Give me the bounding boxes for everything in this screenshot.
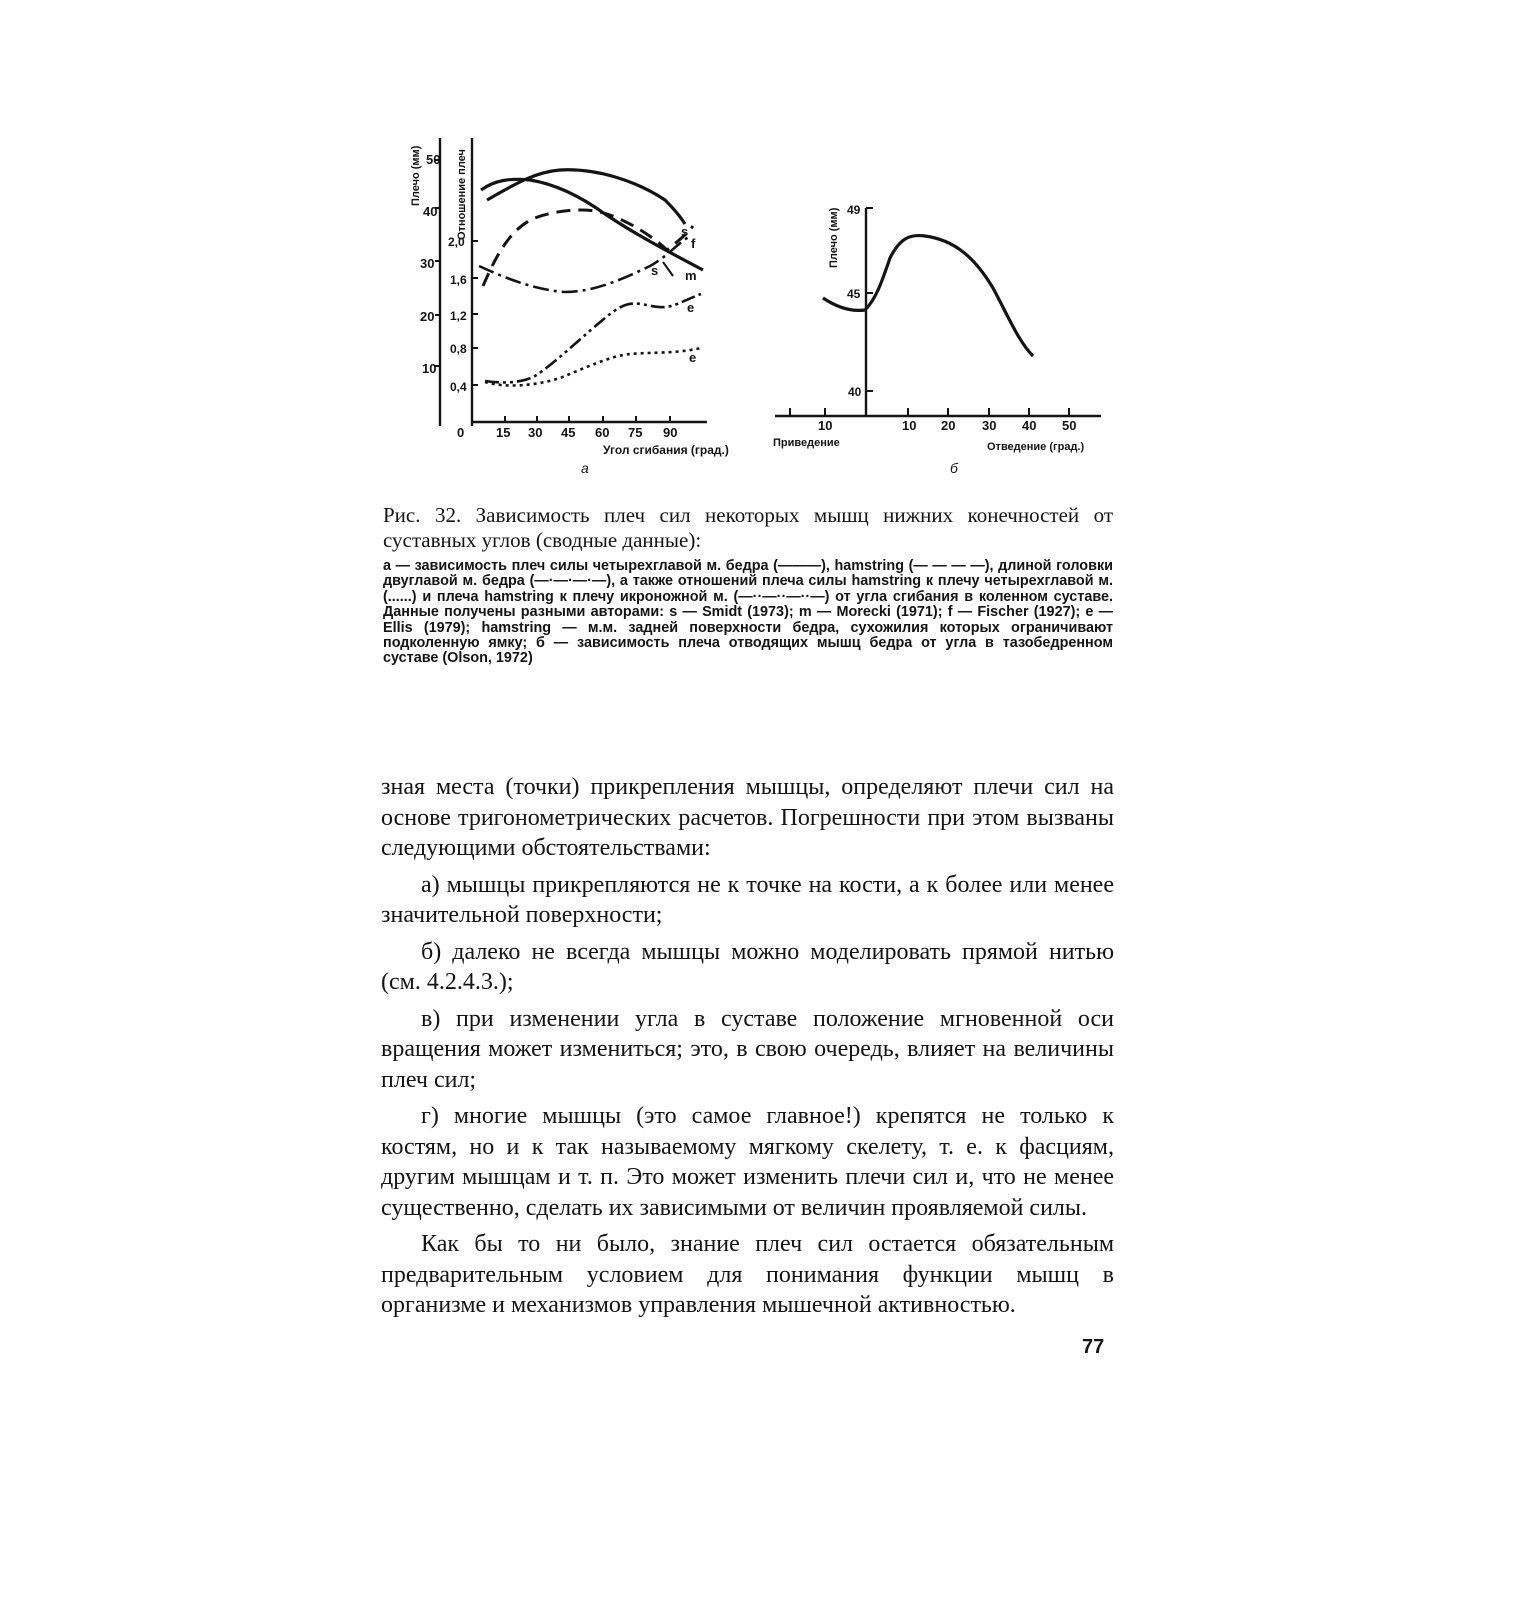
panel-b-letter: б — [950, 460, 958, 476]
panel-a-ylabel-inner: Отношение плеч — [456, 149, 468, 240]
x-tick-45: 45 — [561, 425, 576, 440]
inner-tick-0-8: 0,8 — [450, 342, 467, 356]
inner-tick-0-4: 0,4 — [450, 380, 467, 394]
label-m: m — [685, 268, 697, 283]
figure-32 — [395, 128, 1115, 488]
panel-b-xtick-right-40: 40 — [1022, 418, 1037, 433]
label-s-upper: s — [681, 224, 689, 239]
panel-b-ytick-40: 40 — [848, 385, 862, 399]
panel-b-xtick-right-50: 50 — [1062, 418, 1077, 433]
figure-caption — [383, 503, 1113, 667]
outer-tick-10: 10 — [422, 361, 437, 376]
label-e-upper: e — [687, 300, 695, 315]
paragraph-3: б) далеко не всегда мышцы можно моделировать прямой нитью (см. 4.2.4.3.); — [381, 938, 1114, 995]
curve-ratio-hamstring-gastrocnemius — [485, 294, 701, 382]
caption-title: Рис. 32. Зависимость плеч сил некоторых мышц нижних конечностей от суставных углов (сводные данные): — [383, 503, 1113, 552]
outer-tick-20: 20 — [420, 309, 435, 324]
page-number: 77 — [1082, 1336, 1105, 1358]
curve-quadriceps-morecki — [481, 179, 703, 270]
x-tick-15: 15 — [496, 425, 511, 440]
panel-b-xtick-right-10: 10 — [902, 418, 917, 433]
panel-b-xtick-left-10: 10 — [818, 418, 833, 433]
x-tick-60: 60 — [595, 425, 610, 440]
paragraph-1: зная места (точки) прикрепления мышцы, определяют плечи сил на основе тригонометрических расчетов. Погрешности при этом вызваны следующими обстоятельствами: — [381, 774, 1114, 861]
label-e-lower: e — [689, 350, 697, 365]
inner-tick-2-0: 2,0 — [448, 235, 465, 249]
panel-b-xlabel-right: Отведение (град.) — [987, 441, 1085, 453]
caption-body: а — зависимость плеч силы четырехглавой м. бедра (———), hamstring (— — — —), длиной головки двуглавой м. бедра (—·—·—·—), а также отношений плеча силы hamstring к плечу четырехглавой м. (......) и плеча hamstring к плечу икроножной м. (—··—··—··—) от угла сгибания в коленном суставе. Данные получены разными авторами: s — Smidt (1973); m — Morecki (1971); f — Fischer (1927); e — Ellis (1979); hamstring — м.м. задней поверхности бедра, сухожилия которых ограничивают подколенную ямку; б — зависимость плеча отводящих мышц бедра от угла в тазобедренном суставе (Olson, 1972) — [383, 558, 1113, 667]
panel-b-xlabel-left: Приведение — [773, 437, 840, 449]
panel-a-letter: a — [581, 460, 589, 476]
panel-b-xtick-right-20: 20 — [941, 418, 956, 433]
panel-a-ylabel-outer: Плечо (мм) — [410, 145, 422, 206]
panel-a-xlabel: Угол сгибания (град.) — [603, 443, 729, 457]
x-tick-75: 75 — [628, 425, 643, 440]
x-tick-30: 30 — [528, 425, 543, 440]
outer-tick-40: 40 — [423, 204, 438, 219]
paragraph-6: Как бы то ни было, знание плеч сил остается обязательным предварительным условием для понимания функции мышц в организме и механизмов управления мышечной активностью. — [381, 1231, 1114, 1318]
outer-tick-30: 30 — [420, 256, 435, 271]
label-f: f — [691, 236, 696, 251]
panel-b-xtick-right-30: 30 — [982, 418, 997, 433]
panel-b-ytick-49: 49 — [847, 203, 861, 217]
panel-b-ylabel: Плечо (мм) — [828, 207, 840, 268]
paragraph-5: г) многие мышцы (это самое главное!) крепятся не только к костям, но и к так называемому мягкому скелету, т. е. к фасциям, другим мышцам и т. п. Это может изменить плечи сил и, что не менее существенно, сделать их зависимыми от величин проявляемой силы. — [381, 1103, 1114, 1221]
inner-tick-1-2: 1,2 — [450, 309, 467, 323]
outer-tick-0: 0 — [457, 425, 465, 440]
inner-tick-1-6: 1,6 — [450, 273, 467, 287]
paragraph-4: в) при изменении угла в суставе положение мгновенной оси вращения может измениться; это, в свою очередь, влияет на величины плеч сил; — [381, 1005, 1114, 1093]
panel-a — [410, 138, 729, 476]
outer-tick-50: 50 — [426, 152, 441, 167]
x-tick-90: 90 — [663, 425, 678, 440]
panel-b — [773, 203, 1101, 476]
label-s-lower: s — [651, 263, 659, 278]
curve-ratio-hamstring-quadriceps — [485, 348, 701, 385]
paragraph-2: а) мышцы прикрепляются не к точке на кости, а к более или менее значительной поверхности; — [381, 871, 1114, 928]
body-text — [381, 772, 1114, 1327]
panel-b-ytick-45: 45 — [847, 287, 861, 301]
